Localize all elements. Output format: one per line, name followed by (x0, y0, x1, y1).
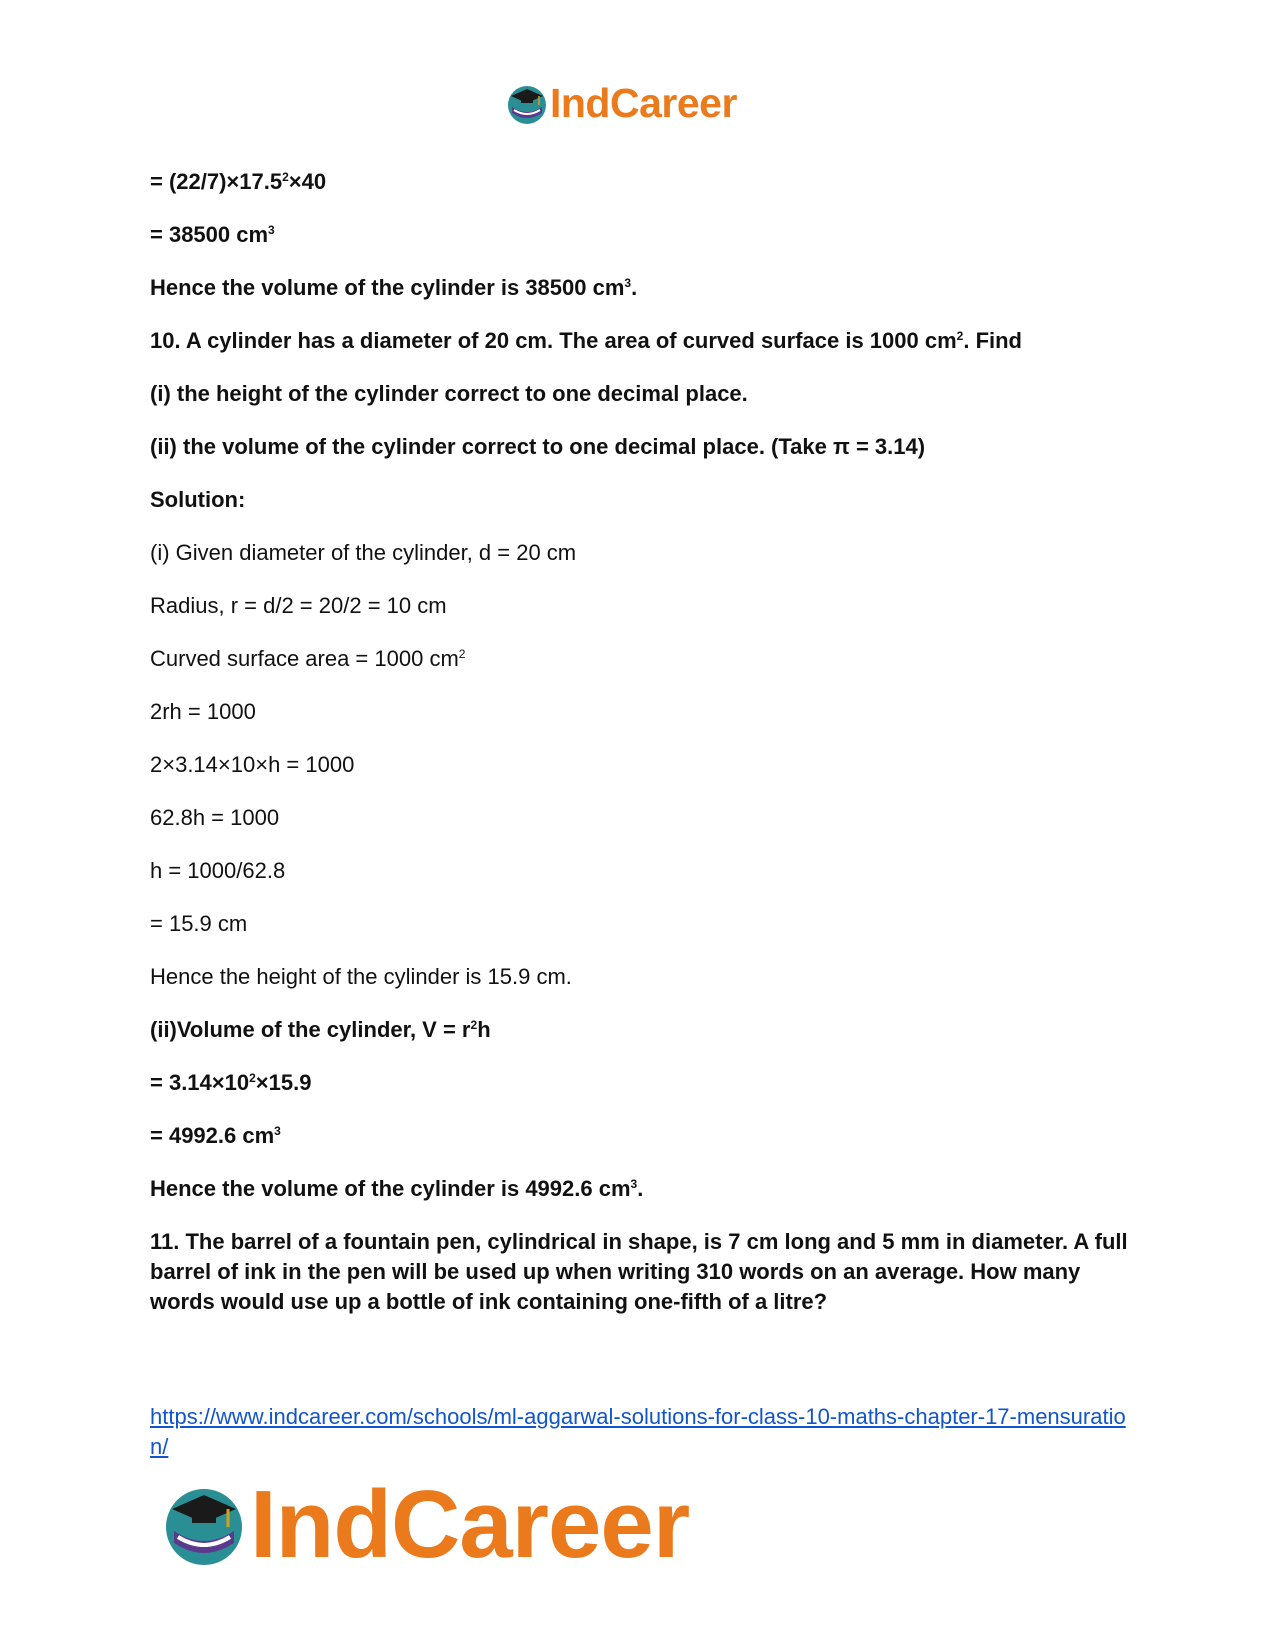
solution-line: 2rh = 1000 (150, 699, 256, 724)
graduation-cap-globe-books-icon (506, 83, 548, 125)
logo-text: IndCareer (550, 80, 737, 126)
solution-line: h = 1000/62.8 (150, 858, 286, 883)
equation-line: = $(22/7)\times 17.5^2\times 40$ (150, 169, 327, 194)
answer-line: Hence the volume of the cylinder is 38500 $cm^3$. (150, 275, 638, 300)
question-10-part-2: (ii) the volume of the cylinder correct to one decimal place. (Take π = 3.14) (150, 434, 926, 459)
solution-line: (i) Given diameter of the cylinder, d = 20 cm (150, 540, 577, 565)
source-link[interactable]: https://www.indcareer.com/schools/ml-aggarwal-solutions-for-class-10-maths-chapter-17-mensuration/ (150, 1404, 1126, 1459)
header-logo (506, 80, 737, 127)
solution-line: (ii)Volume of the cylinder, $V = r^2h$ (150, 1017, 491, 1042)
question-11: 11. The barrel of a fountain pen, cylindrical in shape, is 7 cm long and 5 mm in diameter. A full barrel of ink in the pen will be used up when writing 310 words on an average. How many words would use up a bottle of ink containing one-fifth of a litre? (150, 1229, 1128, 1314)
question-10: 10. A cylinder has a diameter of 20 cm. The area of curved surface is 1000 $cm^2$. Find (150, 328, 1022, 353)
solution-line: Radius, r = d/2 = 20/2 = 10 cm (150, 593, 447, 618)
solution-line: = 15.9 cm (150, 911, 248, 936)
equation-line: = 38500 $cm^3$ (150, 222, 275, 247)
solution-line: = $3.14\times 10^2\times 15.9$ (150, 1070, 312, 1095)
solution-line: Curved surface area = 1000 $cm^2$ (150, 646, 466, 671)
solution-line: 2×3.14×10×h = 1000 (150, 752, 355, 777)
answer-line: Hence the volume of the cylinder is 4992.6 $cm^3$. (150, 1176, 644, 1201)
footer-link-container (150, 1402, 1130, 1462)
footer-logo (162, 1470, 689, 1580)
logo-text: IndCareer (250, 1471, 690, 1578)
solution-line: = 4992.6 $cm^3$ (150, 1123, 281, 1148)
answer-line: Hence the height of the cylinder is 15.9 cm. (150, 964, 572, 989)
question-10-part-1: (i) the height of the cylinder correct to one decimal place. (150, 381, 748, 406)
solution-line: 62.8h = 1000 (150, 805, 280, 830)
solution-heading: Solution: (150, 487, 246, 512)
graduation-cap-globe-books-icon (162, 1483, 246, 1567)
